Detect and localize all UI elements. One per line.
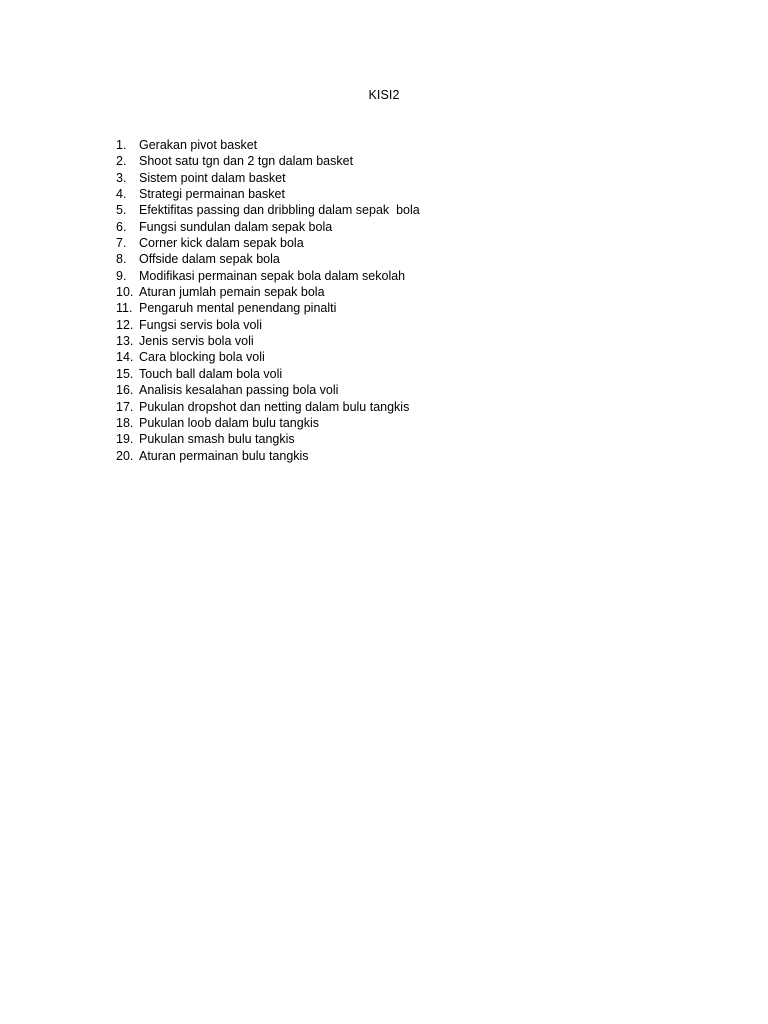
list-item-number: 3. [116, 170, 127, 185]
list-item [116, 235, 420, 251]
list-item [116, 382, 420, 398]
list-item-text: Offside dalam sepak bola [139, 252, 280, 267]
list-item-text: Modifikasi permainan sepak bola dalam sekolah [139, 268, 406, 283]
list-item [116, 349, 420, 365]
list-item-number: 6. [116, 219, 127, 234]
list-item [116, 186, 420, 202]
list-item-number: 18. [116, 415, 134, 430]
list-item-number: 10. [116, 285, 134, 300]
list-item-text: Cara blocking bola voli [139, 350, 265, 365]
list-item [116, 300, 420, 316]
list-item-number: 7. [116, 236, 127, 251]
list-item-text: Fungsi sundulan dalam sepak bola [139, 219, 333, 234]
list-item-text: Pengaruh mental penendang pinalti [139, 301, 337, 316]
list-item [116, 448, 420, 464]
list-item-number: 11. [116, 301, 133, 316]
list-item-number: 12. [116, 317, 134, 332]
list-item-number: 9. [116, 268, 127, 283]
list-item-number: 17. [116, 399, 134, 414]
list-item [116, 366, 420, 382]
list-item-text: Analisis kesalahan passing bola voli [139, 383, 339, 398]
list-item-text: Jenis servis bola voli [139, 334, 254, 349]
list-item-text: Shoot satu tgn dan 2 tgn dalam basket [139, 154, 354, 169]
list-item-number: 5. [116, 203, 127, 218]
list-item [116, 251, 420, 267]
list-item-text: Gerakan pivot basket [139, 138, 258, 152]
list-item-number: 4. [116, 187, 127, 202]
list-item-text: Efektifitas passing dan dribbling dalam sepak bola [139, 203, 420, 218]
list-item-number: 19. [116, 432, 134, 447]
list-item [116, 399, 420, 415]
list-item-text: Pukulan dropshot dan netting dalam bulu tangkis [139, 399, 410, 414]
list-item-text: Corner kick dalam sepak bola [139, 236, 304, 251]
list-item-number: 13. [116, 334, 134, 349]
list-item [116, 317, 420, 333]
list-item [116, 431, 420, 447]
list-item [116, 284, 420, 300]
list-item [116, 153, 420, 169]
list-item-text: Fungsi servis bola voli [139, 317, 262, 332]
list-item [116, 333, 420, 349]
list-item-number: 16. [116, 383, 134, 398]
list-item-number: 2. [116, 154, 127, 169]
list-item [116, 268, 420, 284]
list-item [116, 219, 420, 235]
list-item [116, 170, 420, 186]
list-item-number: 14. [116, 350, 134, 365]
list-item-text: Aturan permainan bulu tangkis [139, 448, 309, 463]
list-item-text: Touch ball dalam bola voli [139, 366, 283, 381]
list-item-number: 1. [116, 138, 127, 152]
list-item [116, 137, 420, 153]
list-item-text: Aturan jumlah pemain sepak bola [139, 285, 325, 300]
list-item-text: Sistem point dalam basket [139, 170, 286, 185]
list-item [116, 202, 420, 218]
list-item-text: Pukulan loob dalam bulu tangkis [139, 415, 319, 430]
list-item-number: 20. [116, 448, 134, 463]
list-item-text: Pukulan smash bulu tangkis [139, 432, 295, 447]
list-item [116, 415, 420, 431]
topic-list [116, 137, 420, 464]
list-item-text: Strategi permainan basket [139, 187, 285, 202]
list-item-number: 15. [116, 366, 134, 381]
document-title: KISI2 [368, 88, 400, 102]
list-item-number: 8. [116, 252, 127, 267]
